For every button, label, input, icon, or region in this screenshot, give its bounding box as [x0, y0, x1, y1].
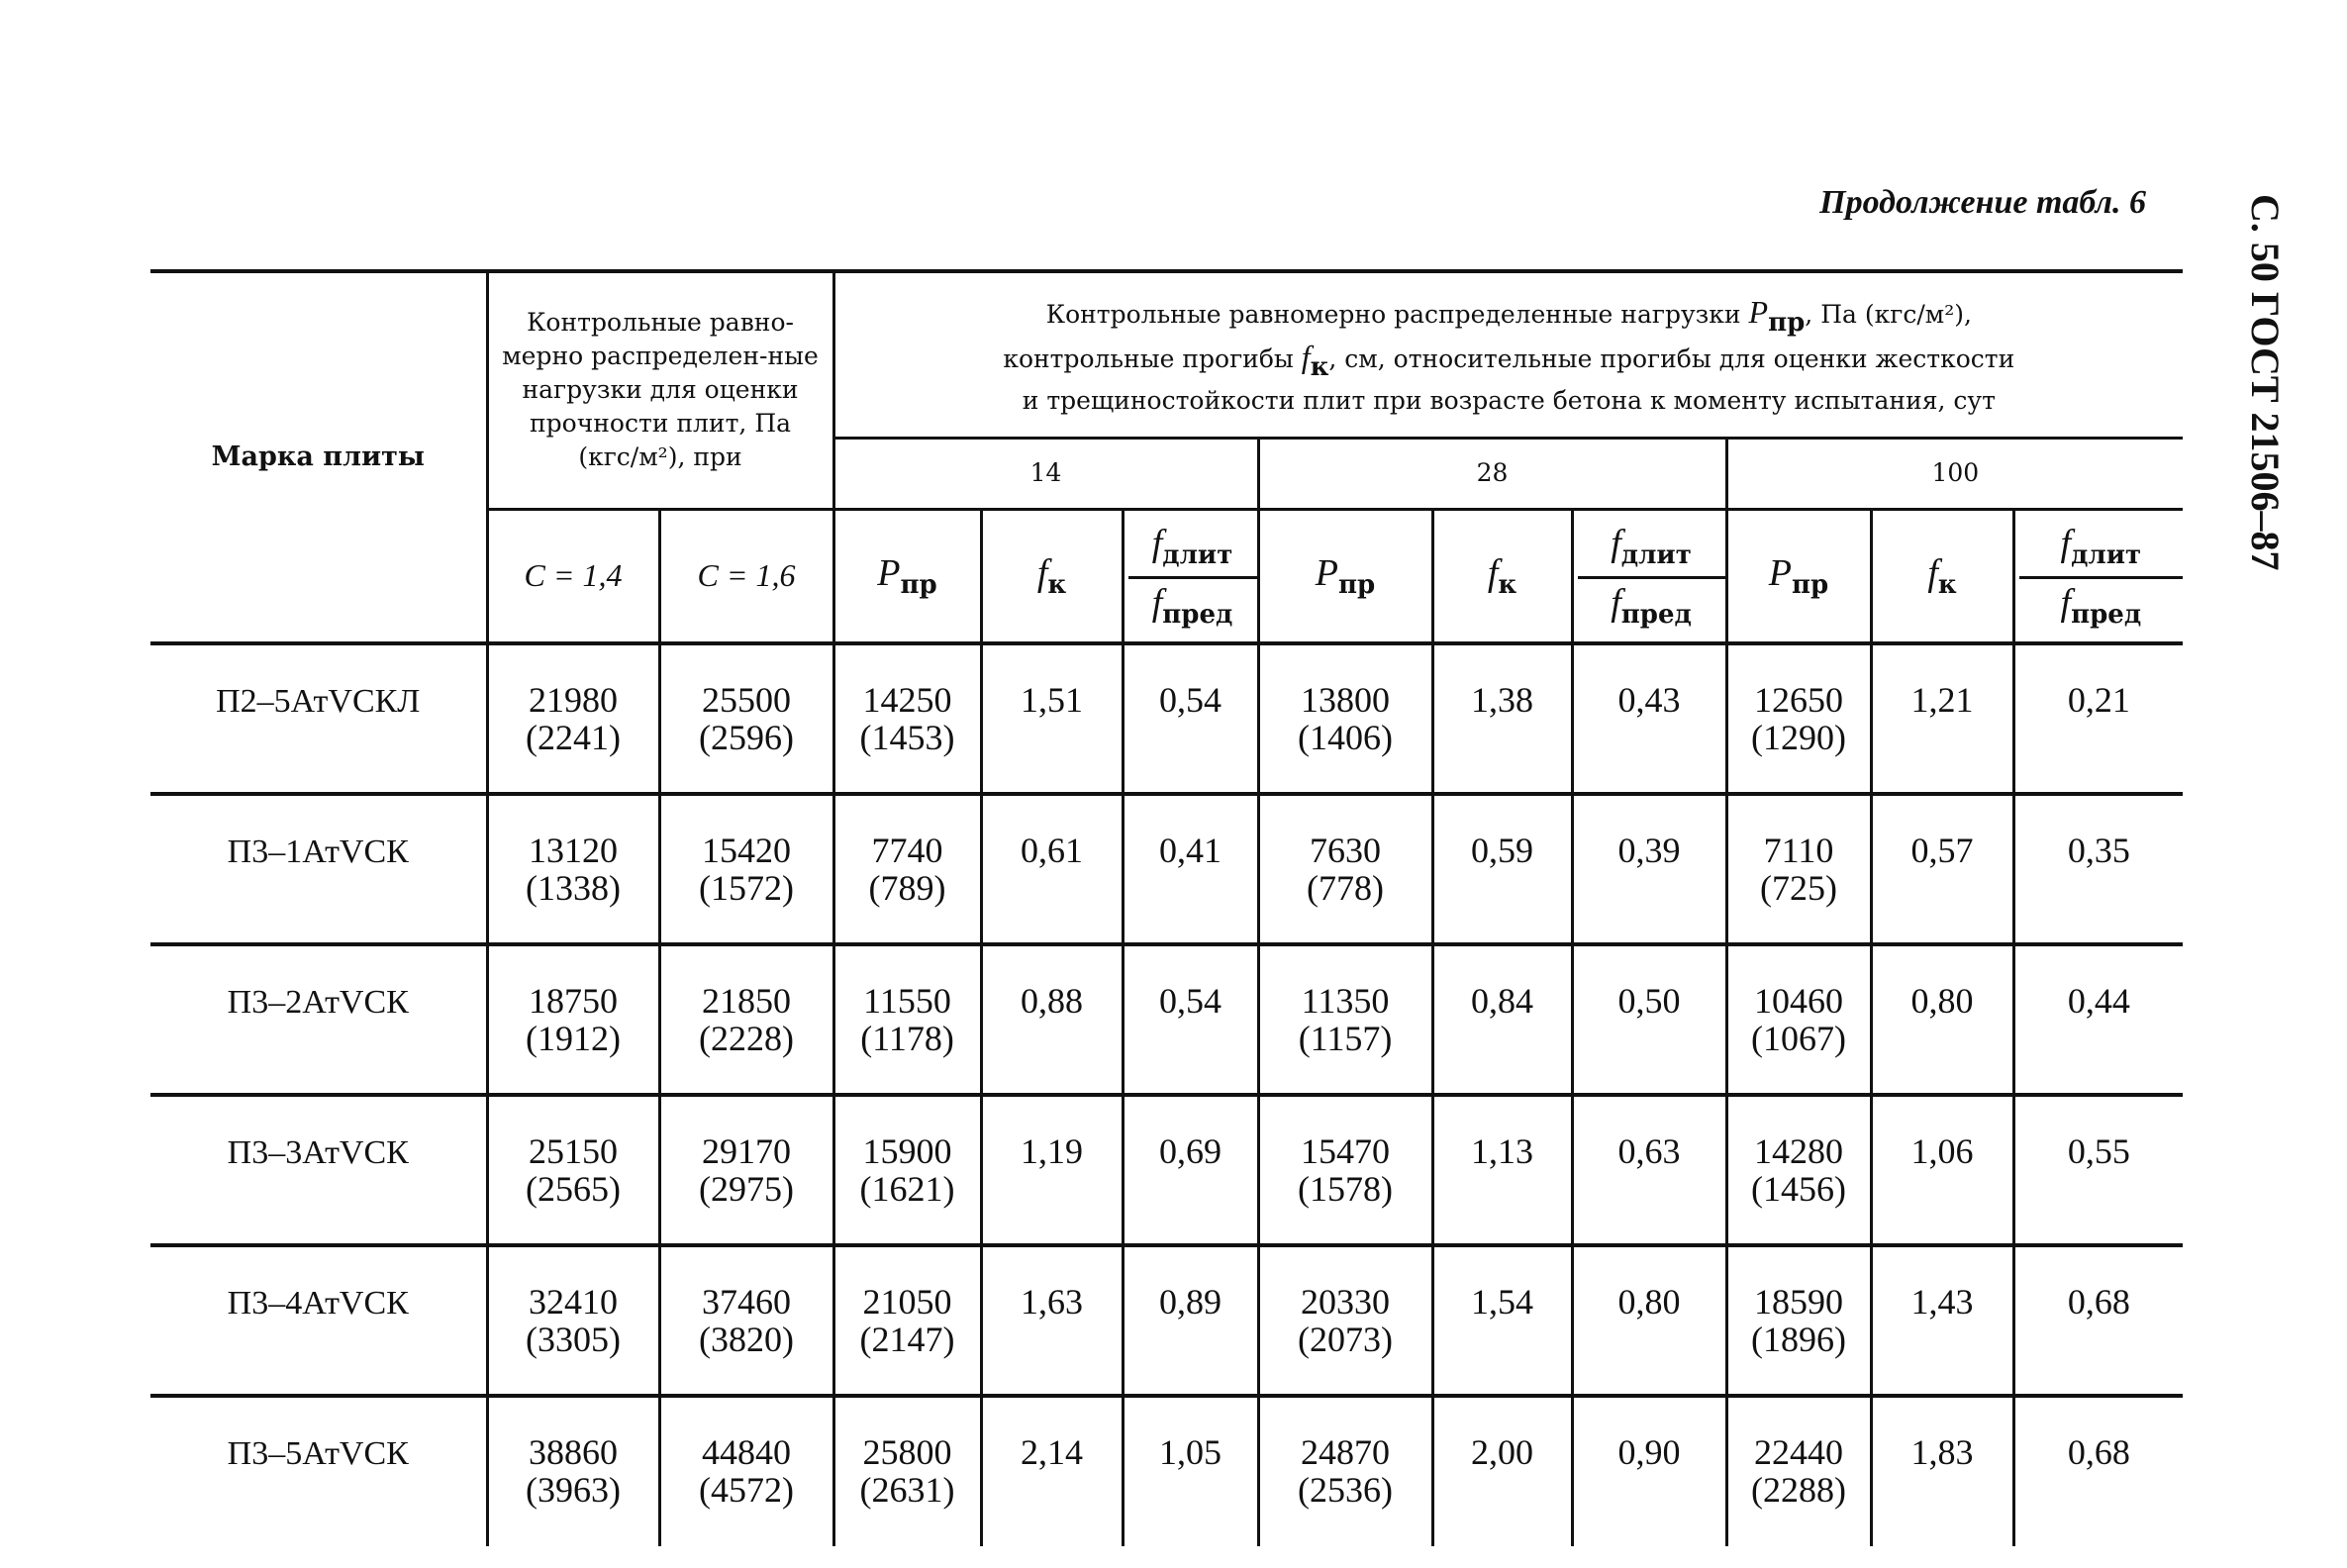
cell-ratio100 [2013, 794, 2183, 944]
cell-value: 21850 [702, 981, 791, 1021]
plate-mark: П3–2АтVСК [150, 944, 487, 1095]
stiffness-text-1: Контрольные равномерно распределенные нагрузки [1045, 300, 1741, 330]
cell-value: 1,51 [1021, 680, 1084, 720]
cell-fk100 [1871, 1245, 2013, 1396]
cell-value: 14280 [1754, 1131, 1844, 1171]
stiffness-header-line2 [843, 340, 2176, 384]
cell-value-kgf: (1067) [1751, 1019, 1846, 1058]
p-letter: P [1748, 294, 1769, 331]
cell-fk14 [981, 1396, 1123, 1546]
cell-p28 [1258, 1396, 1432, 1546]
plate-mark: П3–3АтVСК [150, 1095, 487, 1245]
cell-value-kgf: (2241) [526, 718, 621, 757]
cell-p14 [833, 1095, 981, 1245]
cell-value: 44840 [702, 1432, 791, 1472]
cell-c14 [487, 944, 659, 1095]
mark-header-text: Марка плиты [211, 441, 425, 472]
cell-value: 0,57 [1910, 831, 1974, 870]
cell-value-kgf: (1572) [699, 868, 794, 908]
p-subscript: пр [1338, 570, 1376, 601]
cell-value-kgf: (2073) [1298, 1320, 1393, 1359]
cell-p28 [1258, 794, 1432, 944]
cell-value: 1,83 [1910, 1432, 1974, 1472]
cell-value: 1,05 [1159, 1432, 1222, 1472]
cell-value: 10460 [1754, 981, 1844, 1021]
cell-fk14 [981, 944, 1123, 1095]
table-row [150, 1095, 2183, 1245]
cell-fk100 [1871, 643, 2013, 794]
f-letter: f [1927, 552, 1938, 595]
fk-subscript: к [1310, 352, 1329, 383]
cell-ratio14 [1123, 1245, 1258, 1396]
p-header-14 [833, 509, 981, 643]
cell-ratio14 [1123, 944, 1258, 1095]
cell-value-kgf: (778) [1307, 868, 1384, 908]
cell-p100 [1726, 1396, 1871, 1546]
cell-value: 0,88 [1021, 981, 1084, 1021]
cell-value: 37460 [702, 1282, 791, 1322]
cell-value-kgf: (1453) [859, 718, 955, 757]
cell-value: 25150 [529, 1131, 618, 1171]
cell-value: 0,44 [2067, 981, 2130, 1021]
cell-ratio28 [1572, 643, 1726, 794]
cell-c16 [659, 944, 833, 1095]
cell-p100 [1726, 643, 1871, 794]
cell-p14 [833, 794, 981, 944]
side-page-title [2242, 194, 2289, 571]
cell-value: 32410 [529, 1282, 618, 1322]
c16-header: С = 1,6 [659, 509, 833, 643]
cell-p14 [833, 1245, 981, 1396]
cell-value: 0,55 [2067, 1131, 2130, 1171]
f-letter: f [2060, 582, 2072, 625]
fk-header-14 [981, 509, 1123, 643]
cell-value: 1,19 [1021, 1131, 1084, 1171]
cell-c16 [659, 643, 833, 794]
cell-value: 7110 [1763, 831, 1834, 870]
stiffness-text-2-head: контрольные прогибы [1003, 344, 1294, 374]
cell-value: 0,35 [2067, 831, 2130, 870]
ratio-header-14 [1123, 509, 1258, 643]
cell-value: 0,89 [1159, 1282, 1222, 1322]
cell-value: 0,50 [1617, 981, 1681, 1021]
cell-value: 1,13 [1471, 1131, 1534, 1171]
mark-column-header [150, 271, 487, 643]
table-row [150, 1396, 2183, 1546]
stiffness-text-1-tail: , Па (кгс/м²), [1805, 300, 1972, 330]
plate-mark: П3–4АтVСК [150, 1245, 487, 1396]
cell-value: 13120 [529, 831, 618, 870]
cell-ratio28 [1572, 1095, 1726, 1245]
cell-value: 0,90 [1617, 1432, 1681, 1472]
fpred-subscript: пред [1162, 600, 1233, 631]
cell-value: 29170 [702, 1131, 791, 1171]
cell-ratio28 [1572, 1245, 1726, 1396]
fk-header-28 [1432, 509, 1572, 643]
cell-value: 0,68 [2067, 1432, 2130, 1472]
cell-value: 2,14 [1021, 1432, 1084, 1472]
cell-fk100 [1871, 1095, 2013, 1245]
f-letter: f [2060, 523, 2072, 565]
table-row [150, 643, 2183, 794]
cell-value: 0,61 [1021, 831, 1084, 870]
cell-value: 18590 [1754, 1282, 1844, 1322]
cell-value: 0,80 [1910, 981, 1974, 1021]
cell-value: 7740 [871, 831, 943, 870]
cell-value: 0,54 [1159, 680, 1222, 720]
cell-value: 0,43 [1617, 680, 1681, 720]
cell-value-kgf: (1178) [860, 1019, 954, 1058]
cell-fk14 [981, 643, 1123, 794]
cell-value: 0,59 [1471, 831, 1534, 870]
p-letter: P [1315, 552, 1339, 595]
cell-p14 [833, 944, 981, 1095]
cell-ratio100 [2013, 1245, 2183, 1396]
cell-p28 [1258, 1245, 1432, 1396]
p-subscript: пр [1768, 308, 1806, 339]
cell-value-kgf: (3820) [699, 1320, 794, 1359]
cell-value: 21050 [862, 1282, 952, 1322]
cell-value: 15900 [862, 1131, 952, 1171]
cell-fk14 [981, 1245, 1123, 1396]
cell-p100 [1726, 794, 1871, 944]
c14-header: С = 1,4 [487, 509, 659, 643]
cell-value-kgf: (2631) [859, 1470, 955, 1510]
stiffness-header-line3: и трещиностойкости плит при возрасте бетона к моменту испытания, сут [1022, 386, 1996, 416]
cell-value: 0,80 [1617, 1282, 1681, 1322]
age-28-header: 28 [1258, 438, 1726, 509]
cell-value: 0,63 [1617, 1131, 1681, 1171]
p-symbol [1748, 294, 1806, 339]
fk-subscript: к [1047, 570, 1067, 601]
cell-fk28 [1432, 944, 1572, 1095]
p-header-100 [1726, 509, 1871, 643]
cell-value: 0,39 [1617, 831, 1681, 870]
cell-value: 0,21 [2067, 680, 2130, 720]
f-letter: f [1611, 523, 1621, 565]
cell-value-kgf: (2536) [1298, 1470, 1393, 1510]
cell-fk14 [981, 794, 1123, 944]
fk-subscript: к [1498, 570, 1517, 601]
cell-ratio14 [1123, 643, 1258, 794]
cell-ratio100 [2013, 1095, 2183, 1245]
cell-value-kgf: (2975) [699, 1169, 794, 1209]
cell-c14 [487, 794, 659, 944]
cell-value: 0,68 [2067, 1282, 2130, 1322]
fk-symbol [1301, 339, 1329, 383]
p-subscript: пр [900, 570, 937, 601]
cell-value: 15470 [1301, 1131, 1391, 1171]
plate-mark: П3–5АтVСК [150, 1396, 487, 1546]
age-14-header: 14 [833, 438, 1258, 509]
fdlit-subscript: длит [1620, 540, 1692, 571]
fk-subscript: к [1937, 570, 1957, 601]
cell-value-kgf: (1912) [526, 1019, 621, 1058]
cell-c14 [487, 1396, 659, 1546]
cell-p14 [833, 643, 981, 794]
stiffness-text-2: , см, относительные прогибы для оценки жесткости [1328, 344, 2015, 374]
fpred-subscript: пред [1620, 600, 1692, 631]
age-100-header: 100 [1726, 438, 2183, 509]
ratio-header-28 [1572, 509, 1726, 643]
cell-value-kgf: (2288) [1751, 1470, 1846, 1510]
cell-value: 1,54 [1471, 1282, 1534, 1322]
cell-c16 [659, 1095, 833, 1245]
cell-value-kgf: (3305) [526, 1320, 621, 1359]
cell-value-kgf: (725) [1760, 868, 1837, 908]
cell-value: 1,38 [1471, 680, 1534, 720]
cell-c14 [487, 1245, 659, 1396]
cell-value: 14250 [862, 680, 952, 720]
cell-value-kgf: (4572) [699, 1470, 794, 1510]
cell-value-kgf: (1157) [1298, 1019, 1393, 1058]
cell-fk28 [1432, 1095, 1572, 1245]
cell-value: 1,06 [1910, 1131, 1974, 1171]
f-letter: f [1151, 582, 1163, 625]
table-row [150, 944, 2183, 1095]
cell-value-kgf: (1456) [1751, 1169, 1846, 1209]
cell-value-kgf: (789) [868, 868, 946, 908]
cell-value-kgf: (2228) [699, 1019, 794, 1058]
cell-ratio28 [1572, 944, 1726, 1095]
cell-value-kgf: (3963) [526, 1470, 621, 1510]
cell-value: 1,63 [1021, 1282, 1084, 1322]
p-header-28 [1258, 509, 1432, 643]
standard-title: ГОСТ 21506–87 [2243, 291, 2288, 571]
cell-p100 [1726, 1095, 1871, 1245]
cell-value: 2,00 [1471, 1432, 1534, 1472]
cell-c14 [487, 643, 659, 794]
cell-value-kgf: (2565) [526, 1169, 621, 1209]
stiffness-header-line1 [843, 295, 2176, 340]
cell-p28 [1258, 643, 1432, 794]
fk-header-100 [1871, 509, 2013, 643]
cell-ratio14 [1123, 794, 1258, 944]
stiffness-column-header [833, 271, 2183, 438]
cell-fk28 [1432, 1245, 1572, 1396]
f-letter: f [1301, 339, 1311, 375]
fpred-subscript: пред [2071, 600, 2142, 631]
cell-value: 18750 [529, 981, 618, 1021]
load-table [150, 269, 2183, 1546]
cell-value: 12650 [1754, 680, 1844, 720]
cell-value-kgf: (1406) [1298, 718, 1393, 757]
p-subscript: пр [1792, 570, 1829, 601]
cell-fk100 [1871, 944, 2013, 1095]
cell-value-kgf: (1290) [1751, 718, 1846, 757]
cell-value: 0,69 [1159, 1131, 1222, 1171]
cell-c14 [487, 1095, 659, 1245]
cell-value: 22440 [1754, 1432, 1844, 1472]
cell-ratio100 [2013, 944, 2183, 1095]
cell-value-kgf: (2147) [859, 1320, 955, 1359]
cell-value-kgf: (1896) [1751, 1320, 1846, 1359]
cell-value: 7630 [1310, 831, 1382, 870]
fdlit-subscript: длит [1162, 540, 1233, 571]
cell-p14 [833, 1396, 981, 1546]
cell-value: 25800 [862, 1432, 952, 1472]
table-row [150, 794, 2183, 944]
cell-fk28 [1432, 643, 1572, 794]
cell-ratio14 [1123, 1396, 1258, 1546]
cell-value: 11350 [1301, 981, 1390, 1021]
cell-c16 [659, 794, 833, 944]
f-letter: f [1487, 552, 1499, 595]
cell-value: 1,43 [1910, 1282, 1974, 1322]
cell-value: 0,54 [1159, 981, 1222, 1021]
cell-value-kgf: (2596) [699, 718, 794, 757]
cell-value-kgf: (1578) [1298, 1169, 1393, 1209]
f-letter: f [1611, 582, 1621, 625]
cell-fk100 [1871, 1396, 2013, 1546]
plate-mark: П3–1АтVСК [150, 794, 487, 944]
p-letter: P [1768, 552, 1793, 595]
cell-ratio28 [1572, 794, 1726, 944]
page-number: С. 50 [2243, 194, 2288, 282]
cell-p28 [1258, 944, 1432, 1095]
strength-column-header [487, 271, 833, 509]
cell-fk28 [1432, 1396, 1572, 1546]
fdlit-subscript: длит [2071, 540, 2142, 571]
cell-value: 21980 [529, 680, 618, 720]
cell-fk28 [1432, 794, 1572, 944]
f-letter: f [1151, 523, 1163, 565]
cell-value: 38860 [529, 1432, 618, 1472]
cell-value-kgf: (1621) [859, 1169, 955, 1209]
cell-value: 0,84 [1471, 981, 1534, 1021]
ratio-header-100 [2013, 509, 2183, 643]
table-body [150, 643, 2183, 1546]
cell-fk100 [1871, 794, 2013, 944]
cell-value-kgf: (1338) [526, 868, 621, 908]
cell-value: 25500 [702, 680, 791, 720]
cell-ratio28 [1572, 1396, 1726, 1546]
cell-ratio100 [2013, 643, 2183, 794]
strength-header-text: Контрольные равно-мерно распределен-ные нагрузки для оценки прочности плит, Па (кгс/м²), при [502, 308, 819, 472]
cell-value: 0,41 [1159, 831, 1222, 870]
cell-fk14 [981, 1095, 1123, 1245]
cell-value: 11550 [863, 981, 951, 1021]
cell-value: 24870 [1301, 1432, 1391, 1472]
cell-c16 [659, 1396, 833, 1546]
cell-value: 20330 [1301, 1282, 1391, 1322]
plate-mark: П2–5АтVСКЛ [150, 643, 487, 794]
cell-c16 [659, 1245, 833, 1396]
cell-p100 [1726, 944, 1871, 1095]
p-letter: P [877, 552, 901, 595]
cell-value: 13800 [1301, 680, 1391, 720]
cell-value: 1,21 [1910, 680, 1974, 720]
cell-p28 [1258, 1095, 1432, 1245]
cell-value: 15420 [702, 831, 791, 870]
table-row [150, 1245, 2183, 1396]
cell-ratio14 [1123, 1095, 1258, 1245]
cell-p100 [1726, 1245, 1871, 1396]
table-caption: Продолжение табл. 6 [1819, 184, 2146, 221]
f-letter: f [1036, 552, 1048, 595]
cell-ratio100 [2013, 1396, 2183, 1546]
